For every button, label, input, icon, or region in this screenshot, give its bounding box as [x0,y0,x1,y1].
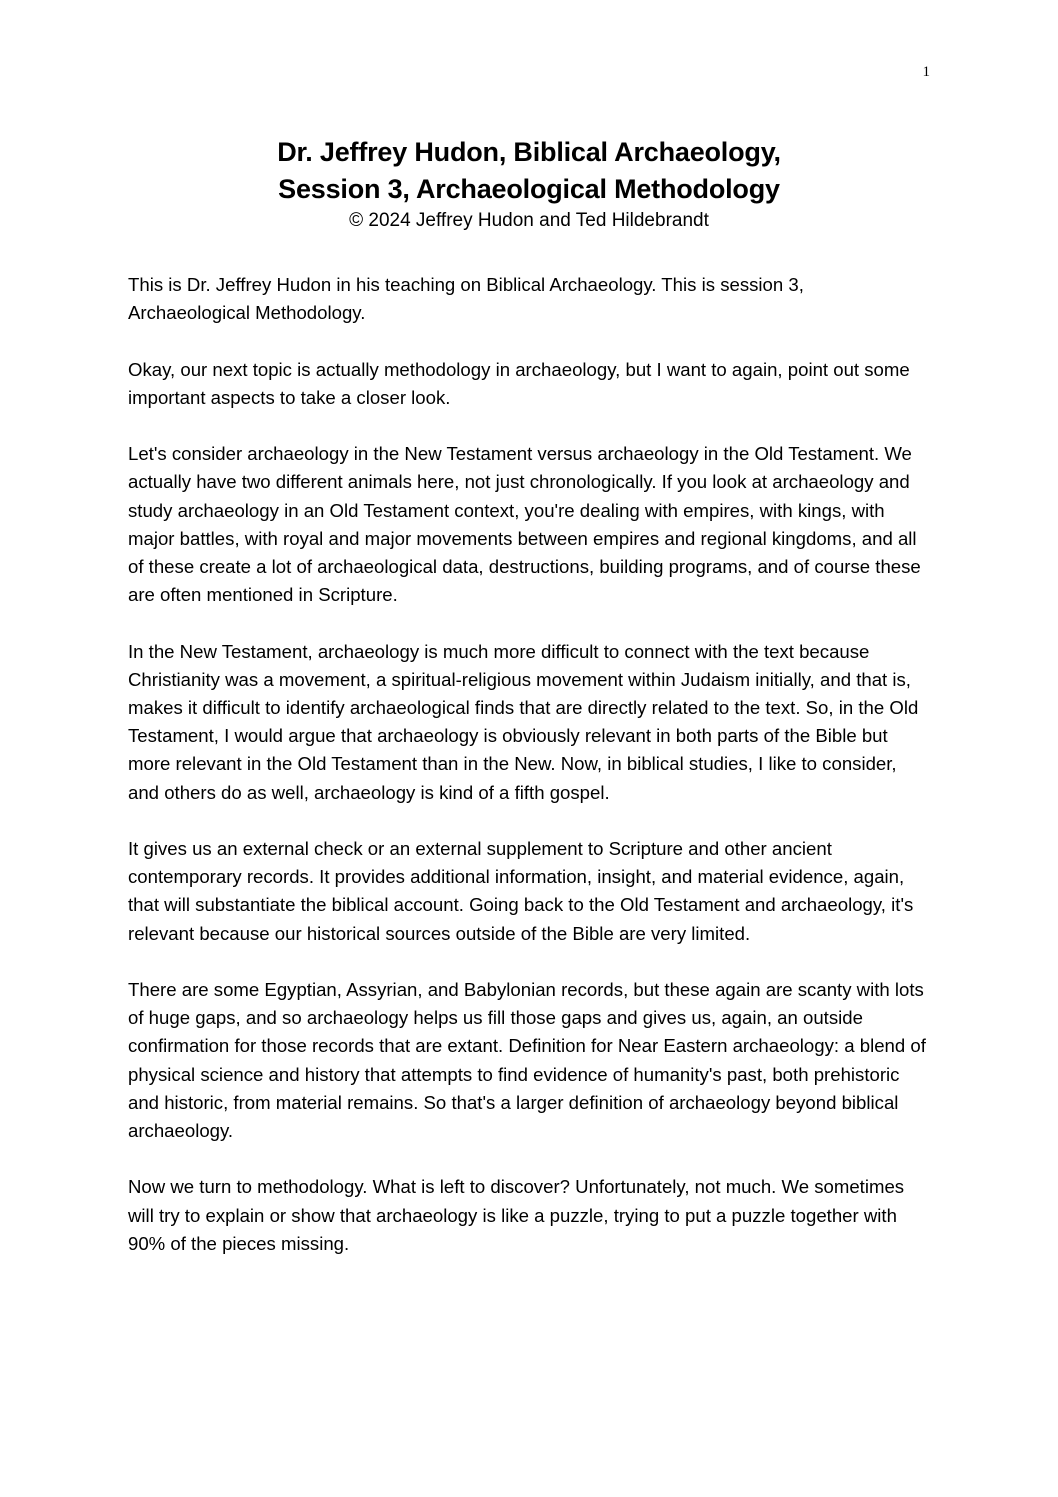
document-title-line-2: Session 3, Archaeological Methodology [278,174,780,204]
paragraph-external-check: It gives us an external check or an external supplement to Scripture and other ancient contemporary records. It provides additional information, insight, and material evidence, again, that will substantiate the biblical account. Going back to the Old Testament and archaeology, it's relevant because our historical sources outside of the Bible are very limited. [128,838,914,944]
paragraph-methodology-topic: Okay, our next topic is actually methodology in archaeology, but I want to again, point out some important aspects to take a closer look. [128,358,910,408]
paragraph-near-eastern-definition: There are some Egyptian, Assyrian, and Babylonian records, but these again are scanty with lots of huge gaps, and so archaeology helps us fill those gaps and gives us, again, an outside confirmation for those records that are extant. Definition for Near Eastern archaeology: a blend of physical science and history that attempts to find evidence of humanity's past, both prehistoric and historic, from material remains. So that's a larger definition of archaeology beyond biblical archaeology. [128,979,926,1142]
paragraph-what-is-left: Now we turn to methodology. What is left to discover? Unfortunately, not much. We sometimes will try to explain or show that archaeology is like a puzzle, trying to put a puzzle together with 90% of the pieces missing. [128,1176,905,1254]
page-number: 1 [922,64,930,80]
paragraph-old-vs-new-testament: Let's consider archaeology in the New Testament versus archaeology in the Old Testament. We actually have two different animals here, not just chronologically. If you look at archaeology and study archaeology in an Old Testament context, you're dealing with empires, with kings, with major battles, with royal and major movements between empires and regional kingdoms, and all of these create a lot of archaeological data, destructions, building programs, and of course these are often mentioned in Scripture. [128,443,921,606]
document-body [128,271,928,1286]
document-title-line-1: Dr. Jeffrey Hudon, Biblical Archaeology, [277,137,781,167]
paragraph-new-testament: In the New Testament, archaeology is much more difficult to connect with the text because Christianity was a movement, a spiritual-religious movement within Judaism initially, and that is, makes it difficult to identify archaeological finds that are directly related to the text. So, in the Old Testament, I would argue that archaeology is obviously relevant in both parts of the Bible but more relevant in the Old Testament than in the New. Now, in biblical studies, I like to consider, and others do as well, archaeology is kind of a fifth gospel. [128,640,919,803]
paragraph-intro: This is Dr. Jeffrey Hudon in his teaching on Biblical Archaeology. This is session 3, Archaeological Methodology. [128,274,804,324]
copyright-notice: © 2024 Jeffrey Hudon and Ted Hildebrandt [349,210,709,231]
document-header [128,134,930,234]
